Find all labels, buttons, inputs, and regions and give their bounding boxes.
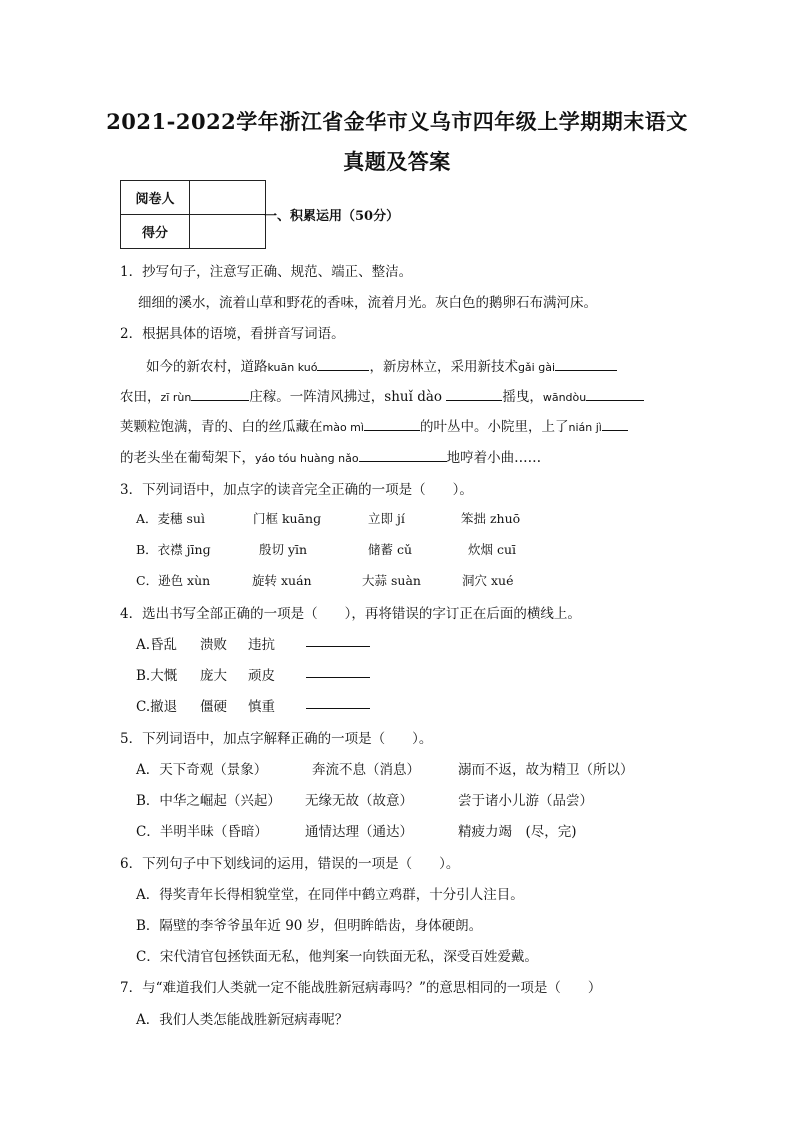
q3-opt: 旋转 xuán — [252, 573, 312, 588]
q4-word: 违抗 — [248, 637, 275, 653]
q4-word: 溃败 — [200, 637, 227, 653]
answer-blank — [555, 358, 617, 371]
q2-text: 的老头坐在葡萄架下， — [120, 450, 255, 466]
q4-word: B.大慨 — [136, 668, 178, 684]
score-label: 得分 — [121, 215, 190, 249]
q2-line-3 — [120, 415, 628, 435]
pinyin: kuān kuó — [267, 361, 318, 374]
answer-blank — [306, 633, 370, 647]
q3-stem: 3．下列词语中，加点字的读音完全正确的一项是（ ）。 — [120, 482, 473, 498]
q3-opt: 殷切 yīn — [259, 542, 308, 557]
score-table — [120, 180, 266, 249]
q5-opt: 尝于诸小儿游（品尝） — [458, 793, 593, 809]
q3-opt: 储蓄 cǔ — [368, 542, 413, 557]
q2-text: 如今的新农村，道路 — [146, 359, 268, 375]
q2-text: ，新房林立，采用新技术 — [369, 359, 518, 375]
q2-text: 地哼着小曲…… — [446, 450, 542, 466]
score-cell — [190, 215, 266, 249]
q3-opt: 炊烟 cuī — [468, 542, 517, 557]
section-title: 一、积累运用（50分） — [264, 209, 400, 224]
q3-opt: B．衣襟 jīnɡ — [136, 542, 211, 557]
answer-blank — [446, 388, 502, 401]
q2-stem: 2．根据具体的语境，看拼音写词语。 — [120, 326, 345, 342]
q2-text: 的叶丛中。小院里，上了 — [419, 419, 569, 435]
answer-blank — [317, 358, 369, 371]
page-title-line-1: 2021-2022学年浙江省金华市义乌市四年级上学期期末语文 — [106, 109, 688, 134]
q2-text: 农田， — [120, 389, 161, 405]
pinyin: wāndòu — [542, 391, 587, 404]
reviewer-label: 阅卷人 — [121, 181, 190, 215]
q5-stem: 5．下列词语中，加点字解释正确的一项是（ ）。 — [120, 731, 433, 747]
q3-opt: A．麦穗 suì — [136, 511, 205, 526]
q5-opt: C．半明半昧（昏暗） — [136, 824, 268, 840]
q5-opt: B．中华之崛起（兴起） — [136, 793, 281, 809]
pinyin: yáo tóu huànɡ nǎo — [255, 452, 359, 465]
q3-opt: 洞穴 xué — [462, 573, 514, 588]
q4-word: 庞大 — [200, 668, 227, 684]
answer-blank — [602, 418, 628, 431]
pinyin: ɡǎi ɡài — [517, 361, 556, 374]
q4-word: 顽皮 — [248, 668, 275, 684]
q2-line-1 — [146, 355, 617, 375]
answer-blank — [586, 388, 644, 401]
pinyin: mào mì — [322, 421, 364, 434]
q4-word: C.撤退 — [136, 699, 178, 715]
pinyin: nián jì — [568, 421, 602, 434]
q4-word: 慎重 — [248, 699, 275, 715]
q3-opt: 笨拙 zhuō — [461, 511, 521, 526]
q2-text: 庄稼。一阵清风拂过，shuǐ dào — [249, 389, 443, 405]
q6-stem: 6．下列句子中下划线词的运用，错误的一项是（ ）。 — [120, 856, 460, 872]
answer-blank — [306, 695, 370, 709]
q4-word: A.昏乱 — [136, 637, 178, 653]
q5-opt: 奔流不息（消息） — [312, 762, 420, 778]
answer-blank — [306, 664, 370, 678]
q1-stem: 1．抄写句子，注意写正确、规范、端正、整洁。 — [120, 264, 413, 280]
q3-opt: 大蒜 suàn — [362, 573, 421, 588]
page-title-line-2: 真题及答案 — [343, 149, 451, 174]
q6-option-c: C．宋代清官包拯铁面无私，他判案一向铁面无私，深受百姓爱戴。 — [136, 949, 538, 965]
q3-opt: 立即 jí — [368, 511, 405, 526]
answer-blank — [359, 449, 447, 462]
answer-blank — [364, 418, 420, 431]
q5-opt: 通情达理（通达） — [305, 824, 413, 840]
q5-opt: 无缘无故（故意） — [305, 793, 413, 809]
q5-opt: A．天下奇观（景象） — [136, 762, 268, 778]
q7-stem: 7．与“难道我们人类就一定不能战胜新冠病毒吗？”的意思相同的一项是（ ） — [120, 980, 602, 996]
q4-word: 僵硬 — [200, 699, 227, 715]
q1-text: 细细的溪水，流着山草和野花的香味，流着月光。灰白色的鹅卵石布满河床。 — [138, 295, 597, 311]
q7-option-a: A．我们人类怎能战胜新冠病毒呢？ — [136, 1012, 349, 1028]
q5-opt: 溺而不返，故为精卫（所以） — [458, 762, 634, 778]
q3-opt: C．逊色 xùn — [136, 573, 211, 588]
answer-blank — [191, 388, 249, 401]
q4-stem: 4．选出书写全部正确的一项是（ ），再将错误的字订正在后面的横线上。 — [120, 606, 581, 622]
q3-opt: 门框 kuānɡ — [253, 511, 322, 526]
q2-text: 荚颗粒饱满，青的、白的丝瓜藏在 — [120, 419, 323, 435]
q6-option-a: A．得奖青年长得相貌堂堂，在同伴中鹤立鸡群，十分引人注目。 — [136, 887, 524, 903]
pinyin: zī rùn — [160, 391, 192, 404]
q5-opt: 精疲力竭 (尽，完) — [458, 824, 577, 840]
q2-line-2 — [120, 385, 644, 405]
q2-line-4 — [120, 446, 541, 466]
q2-text: 摇曳， — [502, 389, 543, 405]
reviewer-cell — [190, 181, 266, 215]
q6-option-b: B．隔壁的李爷爷虽年近 90 岁，但明眸皓齿，身体硬朗。 — [136, 918, 483, 934]
